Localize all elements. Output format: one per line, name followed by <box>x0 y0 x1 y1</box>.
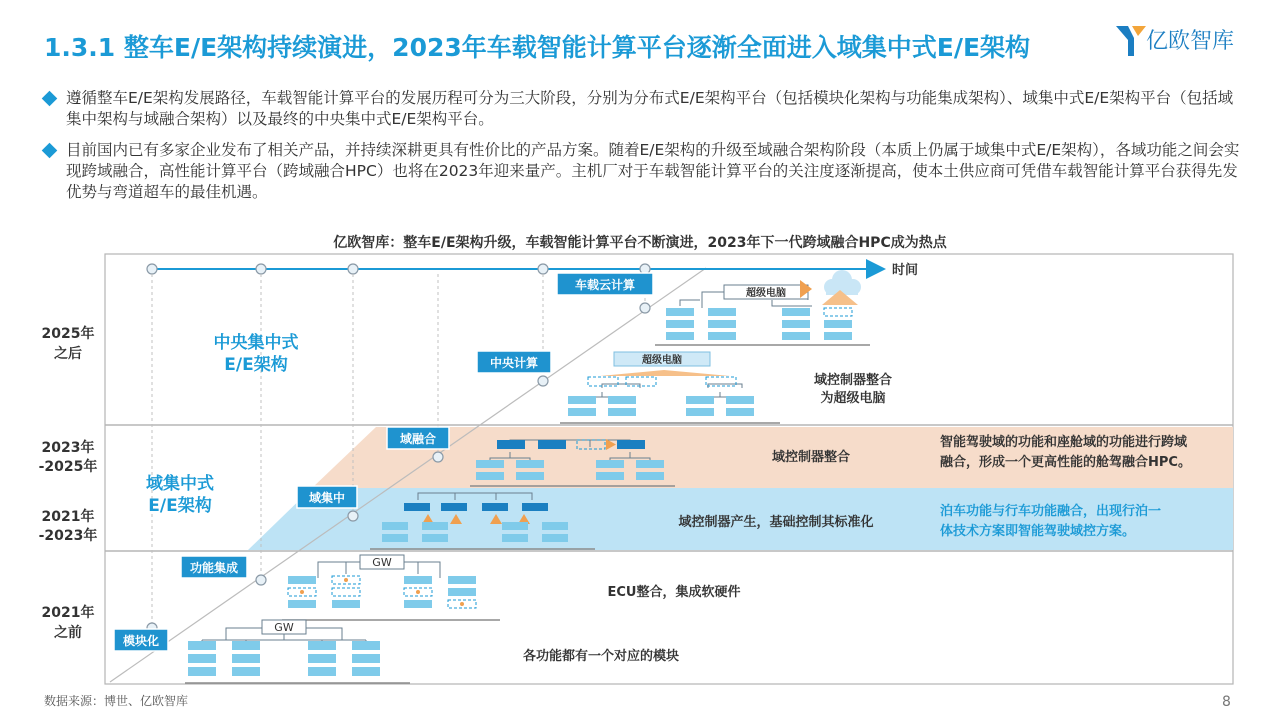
svg-text:域集中: 域集中 <box>308 491 346 505</box>
stage-label-central-compute <box>477 351 551 373</box>
arch-label-domain: 域集中式 <box>146 474 214 494</box>
period-label-2021-before: 2021年 <box>41 605 95 621</box>
svg-text:-2025年: -2025年 <box>38 459 98 475</box>
svg-text:域融合: 域融合 <box>399 432 437 446</box>
svg-text:为超级电脑: 为超级电脑 <box>820 391 886 406</box>
svg-text:功能集成: 功能集成 <box>189 561 239 575</box>
svg-text:GW: GW <box>274 621 294 634</box>
svg-text:E/E架构: E/E架构 <box>224 355 288 375</box>
bullet-text: 目前国内已有多家企业发布了相关产品，并持续深耕更具有性价比的产品方案。随着E/E架构的升级至域融合架构阶段（本质上仍属于域集中式E/E架构），各域功能之间会实现跨域融合，高性能计算平台（跨域融合HPC）也将在2023年迎来量产。主机厂对于车载智能计算平台的关注度逐渐提高，使本土供应商可凭借车载智能计算平台获得先发优势与弯道超车的最佳机遇。 <box>66 141 1240 201</box>
modular-architecture-illustration <box>188 620 380 676</box>
svg-text:超级电脑: 超级电脑 <box>642 355 682 366</box>
central-compute-illustration <box>568 352 754 416</box>
stage-label-domain-central <box>297 486 357 508</box>
stage-label-cloud-compute <box>557 273 653 295</box>
desc-domain-central: 域控制器产生，基础控制其标准化 <box>678 515 874 530</box>
note-domain-central: 泊车功能与行车功能融合，出现行泊一 <box>940 504 1162 519</box>
desc-domain-fusion: 域控制器整合 <box>771 450 851 465</box>
svg-text:E/E架构: E/E架构 <box>148 496 212 516</box>
svg-text:GW: GW <box>372 556 392 569</box>
stage-label-domain-fusion <box>387 427 449 449</box>
note-domain-fusion: 智能驾驶域的功能和座舱域的功能进行跨域 <box>940 435 1188 450</box>
svg-text:体技术方案即智能驾驶域控方案。: 体技术方案即智能驾驶域控方案。 <box>940 524 1136 539</box>
page-number: 8 <box>1222 694 1231 710</box>
stage-label-modular <box>114 629 168 651</box>
stage-label-integration <box>181 556 247 578</box>
desc-integration: ECU整合，集成软硬件 <box>607 585 741 600</box>
svg-text:融合，形成一个更高性能的舱驾融合HPC。: 融合，形成一个更高性能的舱驾融合HPC。 <box>940 455 1191 470</box>
period-label-2025-after: 2025年 <box>41 326 95 342</box>
diagram-title: 亿欧智库：整车E/E架构升级，车载智能计算平台不断演进，2023年下一代跨域融合HPC成为热点 <box>333 235 947 251</box>
period-label-2021-2023: 2021年 <box>41 509 95 525</box>
page-title: 1.3.1 整车E/E架构持续演进，2023年车载智能计算平台逐渐全面进入域集中式E/E架构 <box>44 33 1031 62</box>
svg-text:超级电脑: 超级电脑 <box>746 288 786 299</box>
time-label: 时间 <box>892 263 919 278</box>
svg-text:车载云计算: 车载云计算 <box>574 278 636 292</box>
svg-text:中央计算: 中央计算 <box>489 356 539 370</box>
desc-central: 域控制器整合 <box>813 373 893 388</box>
desc-modular: 各功能都有一个对应的模块 <box>522 649 680 664</box>
integration-architecture-illustration <box>288 555 476 608</box>
cloud-icon <box>824 270 861 295</box>
svg-text:-2023年: -2023年 <box>38 528 98 544</box>
bullet-text: 遵循整车E/E架构发展路径，车载智能计算平台的发展历程可分为三大阶段，分别为分布式E/E架构平台（包括模块化架构与功能集成架构）、域集中式E/E架构平台（包括域集中架构与域融合架构）以及最终的中央集中式E/E架构平台。 <box>66 89 1234 128</box>
svg-text:之后: 之后 <box>54 346 82 362</box>
svg-text:模块化: 模块化 <box>122 634 160 648</box>
data-source: 数据来源：博世、亿欧智库 <box>44 694 189 708</box>
cloud-compute-illustration <box>666 270 861 340</box>
period-label-2023-2025: 2023年 <box>41 440 95 456</box>
logo-text: 亿欧智库 <box>1146 29 1235 54</box>
arch-label-central: 中央集中式 <box>213 333 299 353</box>
svg-text:之前: 之前 <box>54 625 82 641</box>
